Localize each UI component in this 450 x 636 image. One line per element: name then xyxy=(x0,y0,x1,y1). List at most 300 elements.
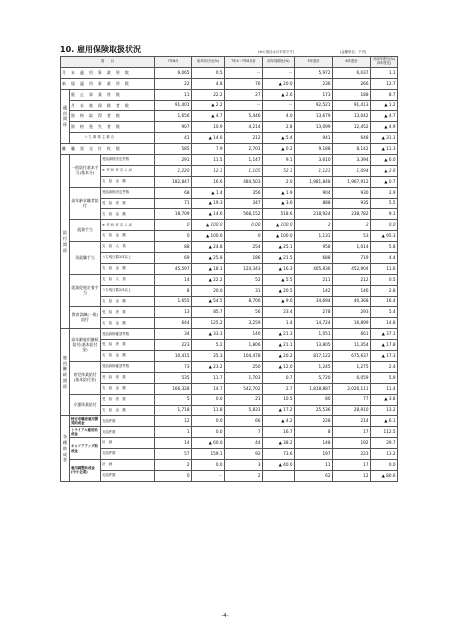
value-cell: ▲ 2.6 xyxy=(263,89,295,100)
value-cell: 73.6 xyxy=(263,449,295,460)
value-cell: 14 xyxy=(155,274,192,285)
value-cell: 17 xyxy=(333,459,371,470)
value-cell: 5,446 xyxy=(225,111,263,122)
value-cell: 3 xyxy=(225,459,263,470)
value-cell: 5.4 xyxy=(371,307,398,318)
header-quarter: 7年4～7年6月計 xyxy=(225,57,263,68)
table-row xyxy=(61,438,398,449)
row-label: 計 画 xyxy=(101,438,155,449)
value-cell: 250 xyxy=(225,361,263,372)
value-cell: 5,720 xyxy=(295,372,333,383)
row-group-label: 再就職手当 xyxy=(70,242,101,275)
value-cell: 25.3 xyxy=(192,351,225,362)
value-cell: 159.1 xyxy=(192,449,225,460)
value-cell: 25,536 xyxy=(295,405,333,416)
value-cell: ▲ 9.0 xyxy=(263,296,295,307)
note-monthly-average: (※の項目は月平均です) xyxy=(258,50,295,54)
value-cell: 228 xyxy=(295,416,333,427)
value-cell: 585 xyxy=(155,144,192,155)
value-cell: 644 xyxy=(155,318,192,329)
value-cell: 4.8 xyxy=(192,78,225,89)
row-group-label: 育児休業給付(基本給付金) xyxy=(70,361,101,394)
value-cell: 958 xyxy=(295,242,333,253)
value-cell: ▲ 17.3 xyxy=(371,351,398,362)
value-cell: 29.7 xyxy=(371,438,398,449)
value-cell: 13.2 xyxy=(371,449,398,460)
row-label: 受 給 者 数 xyxy=(101,307,155,318)
value-cell: 5,972 xyxy=(295,67,333,78)
value-cell: 1,655 xyxy=(155,296,192,307)
value-cell: 1,818,887 xyxy=(295,383,333,394)
value-cell: 5.2 xyxy=(192,340,225,351)
value-cell: ▲ 100.0 xyxy=(192,220,225,231)
value-cell: ▲ 100.0 xyxy=(192,231,225,242)
value-cell: 9.1 xyxy=(263,155,295,166)
table-row xyxy=(61,351,398,362)
value-cell: 85.7 xyxy=(192,307,225,318)
value-cell: ▲ 100.0 xyxy=(263,220,295,231)
value-cell: ▲ 2.6 xyxy=(371,165,398,176)
value-cell: 212 xyxy=(333,274,371,285)
value-cell: ▲ 20.2 xyxy=(263,351,295,362)
row-label: 支 給 人 員 xyxy=(101,274,155,285)
value-cell: 4,214 xyxy=(225,122,263,133)
table-row xyxy=(61,383,398,394)
row-label: ※ 受 給 者 実 人 員 xyxy=(101,220,155,231)
employment-insurance-table xyxy=(60,56,398,482)
row-label: 廃 止 事 業 所 数 xyxy=(70,89,155,100)
value-cell: 4.4 xyxy=(371,253,398,264)
value-cell: 1,703 xyxy=(225,372,263,383)
value-cell: 2.8 xyxy=(263,122,295,133)
value-cell: 22 xyxy=(155,78,192,89)
value-cell: 0.0 xyxy=(192,394,225,405)
value-cell: 18,709 xyxy=(155,209,192,220)
value-cell: 52.1 xyxy=(263,165,295,176)
value-cell: 817,122 xyxy=(295,351,333,362)
row-group-label: 介護休業給付 xyxy=(70,394,101,416)
value-cell: ▲ 0.2 xyxy=(263,144,295,155)
value-cell: 12.1 xyxy=(192,165,225,176)
value-cell: 23.4 xyxy=(263,307,295,318)
row-label: 支給件数 xyxy=(101,449,155,460)
value-cell: 148 xyxy=(295,438,333,449)
value-cell: 5.8 xyxy=(371,242,398,253)
value-cell: 0.0 xyxy=(192,459,225,470)
value-cell: 88 xyxy=(155,242,192,253)
table-row xyxy=(61,209,398,220)
value-cell: 5.9 xyxy=(371,372,398,383)
value-cell: 236 xyxy=(295,78,333,89)
value-cell: 238,782 xyxy=(333,209,371,220)
row-label: 受給資格確認件数 xyxy=(101,361,155,372)
value-cell: 11.6 xyxy=(371,263,398,274)
value-cell: 5,831 xyxy=(225,405,263,416)
value-cell: 1,123 xyxy=(295,165,333,176)
value-cell: ▲ 33.3 xyxy=(192,329,225,340)
table-row xyxy=(61,329,398,340)
table-row xyxy=(61,78,398,89)
value-cell: 124,343 xyxy=(225,263,263,274)
value-cell: 13.2 xyxy=(371,405,398,416)
header-yoy-month: 前年同月比(%) xyxy=(192,57,225,68)
row-label: 支 給 金 額 xyxy=(101,176,155,187)
value-cell: 2,701 xyxy=(225,144,263,155)
row-label: 支 給 金 額 xyxy=(101,318,155,329)
row-label: 資 格 喪 失 者 数 xyxy=(70,122,155,133)
value-cell: ▲ 14.6 xyxy=(192,133,225,144)
table-row xyxy=(61,220,398,231)
value-cell: 6,059 xyxy=(333,372,371,383)
value-cell: 166,328 xyxy=(155,383,192,394)
value-cell: 0.0 xyxy=(371,459,398,470)
value-cell: 76 xyxy=(225,78,263,89)
value-cell: 0.0 xyxy=(192,427,225,438)
row-label: 新 規 適 用 事 業 所 数 xyxy=(61,78,155,89)
value-cell: － xyxy=(263,100,295,111)
table-row xyxy=(61,133,398,144)
value-cell: 347 xyxy=(225,198,263,209)
table-row xyxy=(61,231,398,242)
value-cell: 484,503 xyxy=(225,176,263,187)
value-cell: 291 xyxy=(155,155,192,166)
value-cell: 2.9 xyxy=(371,187,398,198)
value-cell: 907 xyxy=(155,122,192,133)
value-cell: 16,899 xyxy=(333,318,371,329)
value-cell: ▲ 5.4 xyxy=(263,133,295,144)
value-cell: 140 xyxy=(225,329,263,340)
table-row xyxy=(61,318,398,329)
value-cell: － xyxy=(263,67,295,78)
value-cell: 12 xyxy=(333,470,371,481)
value-cell: ▲ 25.8 xyxy=(192,253,225,264)
value-cell: ▲ 21.5 xyxy=(263,253,295,264)
value-cell: 2 xyxy=(155,459,192,470)
section-employment: 適用関係 xyxy=(61,89,70,143)
value-cell: ▲ 37.1 xyxy=(371,329,398,340)
value-cell: 9,188 xyxy=(295,144,333,155)
value-cell: 8,142 xyxy=(333,144,371,155)
value-cell: 0.5 xyxy=(371,274,398,285)
value-cell: 0 xyxy=(155,220,192,231)
value-cell: 935 xyxy=(333,198,371,209)
value-cell: 13,679 xyxy=(295,111,333,122)
value-cell: 888 xyxy=(295,198,333,209)
value-cell: 53 xyxy=(333,231,371,242)
value-cell: 27 xyxy=(225,89,263,100)
row-group-label: トライアル雇用助成金 xyxy=(70,427,101,438)
value-cell: 7.9 xyxy=(192,144,225,155)
value-cell: 173 xyxy=(295,89,333,100)
value-cell: 34,694 xyxy=(295,296,333,307)
value-cell: 1,275 xyxy=(333,361,371,372)
value-cell: 3,394 xyxy=(333,155,371,166)
value-cell: ▲ 20.0 xyxy=(263,78,295,89)
value-cell: ▲ 12.0 xyxy=(263,361,295,372)
table-row xyxy=(61,307,398,318)
value-cell: ▲ 6.1 xyxy=(371,416,398,427)
value-cell: 13,805 xyxy=(295,340,333,351)
value-cell: 28,910 xyxy=(333,405,371,416)
row-label: うち残日数2/3以上 xyxy=(101,285,155,296)
value-cell: 6,037 xyxy=(333,67,371,78)
row-label: 支 給 金 額 xyxy=(101,231,155,242)
value-cell: ▲ 38.2 xyxy=(263,438,295,449)
value-cell: 62 xyxy=(295,470,333,481)
value-cell: 45,597 xyxy=(155,263,192,274)
value-cell: 104,478 xyxy=(225,351,263,362)
row-label: 支 給 金 額 xyxy=(101,296,155,307)
value-cell: 11 xyxy=(155,89,192,100)
table-row xyxy=(61,144,398,155)
value-cell: 1,718 xyxy=(155,405,192,416)
table-body xyxy=(61,67,398,481)
value-cell: 1,105 xyxy=(225,165,263,176)
note-amount-unit: (金額単位：千円) xyxy=(340,50,367,54)
table-row xyxy=(61,198,398,209)
value-cell: 0.7 xyxy=(263,372,295,383)
row-label: 支 給 金 額 xyxy=(101,383,155,394)
value-cell: 92 xyxy=(225,449,263,460)
value-cell: 11.5 xyxy=(192,155,225,166)
row-label: 支 給 金 額 xyxy=(101,351,155,362)
value-cell: 223 xyxy=(333,449,371,460)
value-cell: 73 xyxy=(155,361,192,372)
section-subsidy: 各種助成金 xyxy=(61,416,70,481)
value-cell: 568,152 xyxy=(225,209,263,220)
value-cell: 0.0 xyxy=(192,416,225,427)
row-label: 支 給 人 員 xyxy=(101,242,155,253)
value-cell: 40,368 xyxy=(333,296,371,307)
row-label: 月 末 適 用 事 業 所 数 xyxy=(61,67,155,78)
value-cell: 20.0 xyxy=(192,285,225,296)
value-cell: 518.6 xyxy=(263,209,295,220)
table-row xyxy=(61,394,398,405)
value-cell: 212 xyxy=(225,133,263,144)
value-cell: 11.4 xyxy=(371,383,398,394)
row-group-label: 就業手当 xyxy=(70,220,101,242)
value-cell: 1,981,848 xyxy=(295,176,333,187)
value-cell: 661 xyxy=(333,329,371,340)
table-row xyxy=(61,89,398,100)
value-cell: 11.7 xyxy=(192,372,225,383)
value-cell: 1,131 xyxy=(295,231,333,242)
row-group-label: 高年齢雇用継続給付(基本給付金) xyxy=(70,329,101,362)
value-cell: ▲ 18.1 xyxy=(192,263,225,274)
value-cell: 719 xyxy=(333,253,371,264)
row-label: うち残日数2/3以上 xyxy=(101,253,155,264)
value-cell: 80 xyxy=(295,394,333,405)
header-fy6: 6年度計 xyxy=(333,57,371,68)
value-cell: 2 xyxy=(225,470,263,481)
value-cell: 2.8 xyxy=(371,285,398,296)
value-cell: 34 xyxy=(155,329,192,340)
row-label: 受給資格決定件数 xyxy=(101,155,155,166)
value-cell: 0.00 xyxy=(225,220,263,231)
value-cell: 2.0 xyxy=(263,176,295,187)
value-cell: 1 xyxy=(155,427,192,438)
value-cell: 188 xyxy=(333,89,371,100)
table-row xyxy=(61,122,398,133)
value-cell: 0.0 xyxy=(371,220,398,231)
value-cell: 535 xyxy=(155,372,192,383)
row-label: 離 職 票 交 付 枚 数 xyxy=(61,144,155,155)
value-cell: ▲ 6.0 xyxy=(371,155,398,166)
value-cell: 52 xyxy=(225,274,263,285)
row-label: 資 格 取 得 者 数 xyxy=(70,111,155,122)
value-cell: 452,904 xyxy=(333,263,371,274)
table-row xyxy=(61,449,398,460)
value-cell: 211 xyxy=(295,274,333,285)
value-cell: ▲ 16.3 xyxy=(263,263,295,274)
page-title: 10. 雇用保険取扱状況 xyxy=(60,45,141,54)
row-group-label: 一般給付基本手当(基本分) xyxy=(70,155,101,188)
value-cell: 688 xyxy=(295,253,333,264)
value-cell: 56 xyxy=(225,307,263,318)
value-cell: ▲ 17.8 xyxy=(371,340,398,351)
value-cell: 12 xyxy=(155,416,192,427)
value-cell: 112.5 xyxy=(371,427,398,438)
value-cell: 5 xyxy=(155,394,192,405)
value-cell: 0 xyxy=(225,231,263,242)
page-number: -4- xyxy=(221,613,229,619)
value-cell: － xyxy=(225,100,263,111)
row-group-label: 高年齢求職者給付 xyxy=(70,187,101,220)
table-row xyxy=(61,470,398,481)
value-cell xyxy=(263,470,295,481)
row-label: 計 画 xyxy=(101,459,155,470)
value-cell: 254 xyxy=(225,242,263,253)
value-cell: 182,847 xyxy=(155,176,192,187)
value-cell: ▲ 11.3 xyxy=(371,144,398,155)
value-cell: 7 xyxy=(225,427,263,438)
value-cell: ▲ 14.6 xyxy=(192,209,225,220)
value-cell: 192 xyxy=(333,438,371,449)
value-cell: ▲ 5.5 xyxy=(263,274,295,285)
value-cell: 1,967,912 xyxy=(333,176,371,187)
row-group-label: 就業促進定着手当 xyxy=(70,274,101,307)
value-cell: 197 xyxy=(295,449,333,460)
value-cell: 16.7 xyxy=(263,427,295,438)
value-cell: 41 xyxy=(155,133,192,144)
value-cell: 2 xyxy=(295,220,333,231)
value-cell: ▲ 0.7 xyxy=(371,176,398,187)
value-cell: ▲ 1.4 xyxy=(192,187,225,198)
value-cell: 44 xyxy=(225,438,263,449)
row-label: 支給件数 xyxy=(101,470,155,481)
value-cell: 4.0 xyxy=(263,111,295,122)
value-cell: 1,094 xyxy=(333,165,371,176)
value-cell: 1.1 xyxy=(371,67,398,78)
header-yoy-fy: 対前年度比(%) (5年度比) xyxy=(371,57,398,68)
value-cell: 14.7 xyxy=(192,383,225,394)
value-cell: 1,245 xyxy=(295,361,333,372)
value-cell: ▲ 31.1 xyxy=(371,133,398,144)
table-row xyxy=(61,372,398,383)
value-cell: 11 xyxy=(295,459,333,470)
value-cell: 9.1 xyxy=(371,209,398,220)
value-cell: 1,806 xyxy=(225,340,263,351)
value-cell: ▲ 100.0 xyxy=(263,231,295,242)
value-cell: 2 xyxy=(333,220,371,231)
value-cell: 0 xyxy=(155,470,192,481)
value-cell: 57 xyxy=(155,449,192,460)
row-label: 支給件数 xyxy=(101,427,155,438)
row-label: 支 給 金 額 xyxy=(101,209,155,220)
value-cell: 16.6 xyxy=(192,176,225,187)
value-cell: 356 xyxy=(225,187,263,198)
header-month: 7年6月 xyxy=(155,57,192,68)
row-label: ※ 受 給 者 実 人 員 xyxy=(101,165,155,176)
value-cell: 13,099 xyxy=(295,122,333,133)
value-cell: 405,836 xyxy=(295,263,333,274)
value-cell: 1,220 xyxy=(155,165,192,176)
value-cell: ▲ 60.0 xyxy=(192,438,225,449)
value-cell: 12.7 xyxy=(371,78,398,89)
table-row xyxy=(61,67,398,78)
section-benefits: 給付関係 xyxy=(61,155,70,329)
value-cell: 142 xyxy=(295,285,333,296)
row-label: 受 給 者 数 xyxy=(101,372,155,383)
value-cell: 31 xyxy=(225,285,263,296)
value-cell: 10.5 xyxy=(263,394,295,405)
value-cell: 21 xyxy=(225,394,263,405)
value-cell: 77 xyxy=(333,394,371,405)
table-row xyxy=(61,111,398,122)
header-item: 項 目 xyxy=(61,57,155,68)
value-cell: 930 xyxy=(333,187,371,198)
value-cell: 8.7 xyxy=(371,89,398,100)
value-cell: ▲ 24.8 xyxy=(192,242,225,253)
table-row xyxy=(61,459,398,470)
value-cell: 6,065 xyxy=(155,67,192,78)
value-cell: ▲ 22.2 xyxy=(192,274,225,285)
row-group-label: キャリアアップ助成金 xyxy=(70,438,101,460)
value-cell: ▲ 17.2 xyxy=(263,405,295,416)
value-cell: 17 xyxy=(333,427,371,438)
value-cell: 2.7 xyxy=(263,383,295,394)
value-cell: 11,354 xyxy=(333,340,371,351)
value-cell: 0.5 xyxy=(192,67,225,78)
value-cell: 542,702 xyxy=(225,383,263,394)
row-group-label: 雇用調整助成金(中小企業) xyxy=(70,459,101,481)
value-cell: 91,413 xyxy=(333,100,371,111)
value-cell: ▲ 20.5 xyxy=(263,285,295,296)
value-cell: 941 xyxy=(295,133,333,144)
value-cell: 13,042 xyxy=(333,111,371,122)
value-cell: ▲ 23.2 xyxy=(192,361,225,372)
value-cell: 1,656 xyxy=(155,111,192,122)
row-label: 支 給 金 額 xyxy=(101,405,155,416)
value-cell: 10.9 xyxy=(192,122,225,133)
table-row xyxy=(61,253,398,264)
value-cell: ▲ 4.7 xyxy=(371,111,398,122)
value-cell: ▲ 4.9 xyxy=(371,122,398,133)
row-group-label: 教育訓練(一般)給付 xyxy=(70,307,101,329)
value-cell: 2,026,111 xyxy=(333,383,371,394)
row-label: 支給件数 xyxy=(101,416,155,427)
value-cell: ▲ 2.2 xyxy=(192,100,225,111)
value-cell: 8 xyxy=(295,427,333,438)
value-cell: 13 xyxy=(155,307,192,318)
value-cell: ▲ 19.3 xyxy=(192,198,225,209)
row-label: う ち 事 業 主 都 合 xyxy=(70,133,155,144)
value-cell: ▲ 3.6 xyxy=(263,198,295,209)
value-cell: 14,724 xyxy=(295,318,333,329)
value-cell: 146 xyxy=(333,285,371,296)
value-cell: 68 xyxy=(155,187,192,198)
value-cell: ▲ 21.1 xyxy=(263,340,295,351)
